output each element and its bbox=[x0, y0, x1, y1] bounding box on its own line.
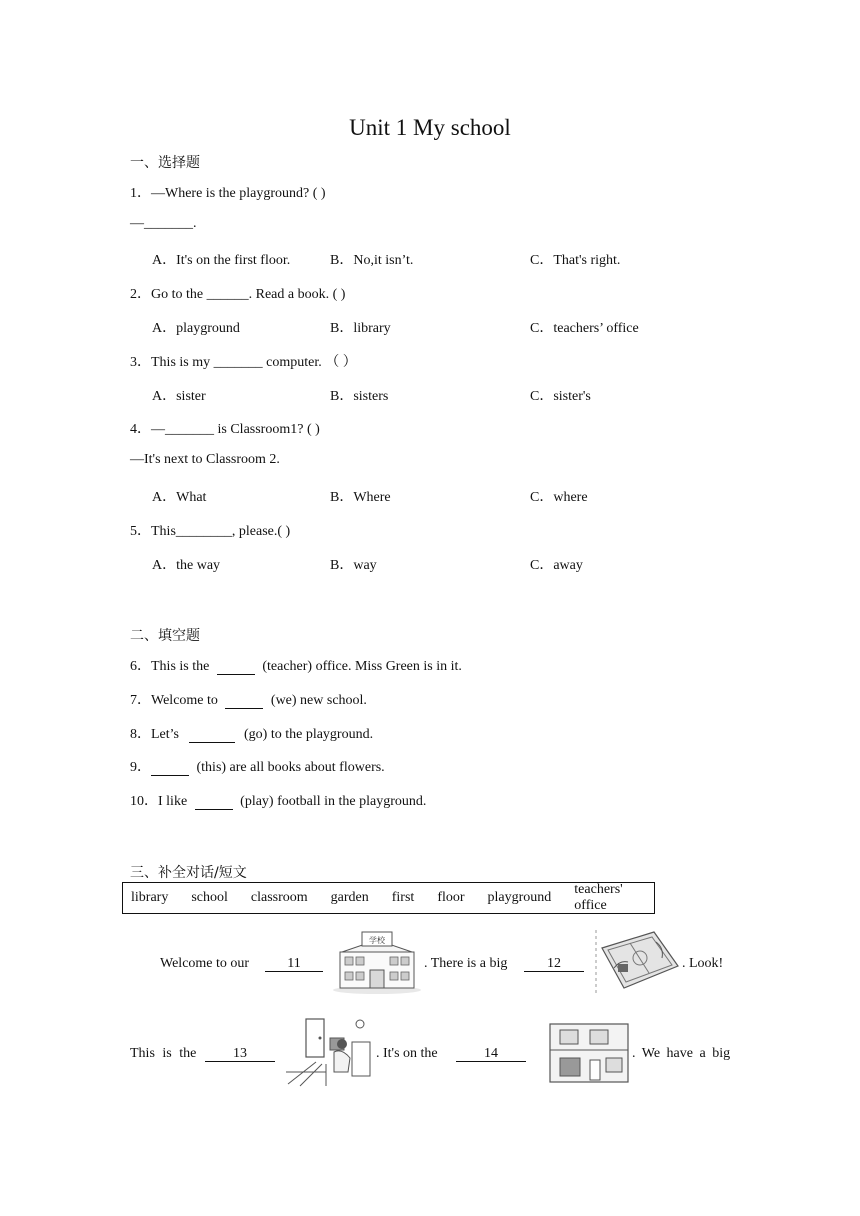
question-text: This is my _______ computer. （ ） bbox=[151, 355, 357, 370]
page-title: Unit 1 My school bbox=[349, 115, 511, 140]
fill-question-8 bbox=[130, 723, 373, 743]
fill-question-9 bbox=[130, 756, 385, 776]
q2-option-a: A．playground bbox=[152, 321, 240, 336]
section-1-heading: 一、选择题 bbox=[130, 155, 200, 171]
word-bank-item: garden bbox=[330, 890, 369, 905]
question-number: 5． bbox=[130, 524, 151, 539]
blank-14[interactable] bbox=[456, 1046, 526, 1062]
answer-blank[interactable] bbox=[225, 693, 263, 709]
q3-option-a: A．sister bbox=[152, 389, 206, 404]
fill-question-10 bbox=[130, 790, 426, 810]
passage-text: . Look! bbox=[682, 956, 724, 971]
question-number: 1． bbox=[130, 186, 151, 201]
word-bank-item: library bbox=[131, 890, 169, 905]
question-text: Let’s bbox=[151, 727, 183, 742]
blank-14-number: 14 bbox=[456, 1046, 526, 1062]
playground-icon bbox=[594, 928, 682, 996]
q3-option-b: B．sisters bbox=[330, 389, 389, 404]
answer-blank[interactable] bbox=[217, 659, 255, 675]
question-number: 4． bbox=[130, 422, 151, 437]
passage-text: . There is a big bbox=[424, 956, 508, 971]
question-4-answer-line: —It's next to Classroom 2. bbox=[130, 452, 280, 467]
question-1 bbox=[130, 182, 326, 202]
teachers-office-icon bbox=[286, 1016, 374, 1088]
fill-question-6 bbox=[130, 655, 462, 675]
question-hint: (teacher) office. Miss Green is in it. bbox=[258, 659, 462, 674]
word-bank-item: classroom bbox=[250, 890, 308, 905]
question-number: 3． bbox=[130, 355, 151, 370]
question-number: 7． bbox=[130, 693, 151, 708]
question-hint: (go) to the playground. bbox=[240, 727, 374, 742]
question-3 bbox=[130, 351, 357, 371]
question-1-answer-line: —_______. bbox=[130, 216, 197, 231]
school-building-icon bbox=[332, 930, 422, 996]
question-text: Go to the ______. Read a book. ( ) bbox=[151, 287, 346, 302]
question-text: This is the bbox=[151, 659, 213, 674]
word-bank-item: teachers' office bbox=[574, 882, 623, 913]
word-bank-item: first bbox=[391, 890, 415, 905]
question-number: 6． bbox=[130, 659, 151, 674]
blank-11[interactable] bbox=[265, 956, 323, 972]
blank-12[interactable] bbox=[524, 956, 584, 972]
q5-option-b: B．way bbox=[330, 558, 377, 573]
question-text: —Where is the playground? ( ) bbox=[151, 186, 326, 201]
question-number: 8． bbox=[130, 727, 151, 742]
q4-option-c: C．where bbox=[530, 490, 588, 505]
question-text: —_______ is Classroom1? ( ) bbox=[151, 422, 320, 437]
question-text: This________, please.( ) bbox=[151, 524, 291, 539]
school-sign-label: 学校 bbox=[369, 936, 385, 945]
question-number: 2． bbox=[130, 287, 151, 302]
q5-option-a: A．the way bbox=[152, 558, 221, 573]
q1-option-b: B．No,it isn’t. bbox=[330, 253, 414, 268]
question-4 bbox=[130, 418, 320, 438]
word-bank-item: floor bbox=[437, 890, 465, 905]
question-hint: (play) football in the playground. bbox=[236, 794, 427, 809]
passage-text: . We have a big bbox=[632, 1046, 731, 1061]
section-3-heading: 三、补全对话/短文 bbox=[130, 865, 247, 881]
passage-text: Welcome to our bbox=[160, 956, 250, 971]
word-bank-item: school bbox=[191, 890, 228, 905]
q4-option-b: B．Where bbox=[330, 490, 391, 505]
blank-12-number: 12 bbox=[524, 956, 584, 972]
answer-blank[interactable] bbox=[189, 727, 235, 743]
fill-question-7 bbox=[130, 689, 367, 709]
question-text: Welcome to bbox=[151, 693, 222, 708]
q1-option-a: A．It's on the first floor. bbox=[152, 253, 291, 268]
answer-blank[interactable] bbox=[195, 794, 233, 810]
passage-text: This is the bbox=[130, 1046, 197, 1061]
passage-text: . It's on the bbox=[376, 1046, 438, 1061]
q2-option-b: B．library bbox=[330, 321, 391, 336]
answer-blank[interactable] bbox=[151, 760, 189, 776]
blank-13[interactable] bbox=[205, 1046, 275, 1062]
question-5 bbox=[130, 520, 290, 540]
q5-option-c: C．away bbox=[530, 558, 583, 573]
question-number: 9． bbox=[130, 760, 151, 775]
word-bank bbox=[122, 882, 655, 914]
blank-11-number: 11 bbox=[265, 956, 323, 972]
q4-option-a: A．What bbox=[152, 490, 207, 505]
q1-option-c: C．That's right. bbox=[530, 253, 621, 268]
question-hint: (this) are all books about flowers. bbox=[193, 760, 385, 775]
q2-option-c: C．teachers’ office bbox=[530, 321, 639, 336]
word-bank-item: playground bbox=[487, 890, 552, 905]
blank-13-number: 13 bbox=[205, 1046, 275, 1062]
question-2 bbox=[130, 283, 345, 303]
question-hint: (we) new school. bbox=[267, 693, 367, 708]
q3-option-c: C．sister's bbox=[530, 389, 591, 404]
question-number: 10． bbox=[130, 794, 158, 809]
section-2-heading: 二、填空题 bbox=[130, 628, 200, 644]
building-floors-icon bbox=[546, 1020, 632, 1086]
question-text: I like bbox=[158, 794, 191, 809]
